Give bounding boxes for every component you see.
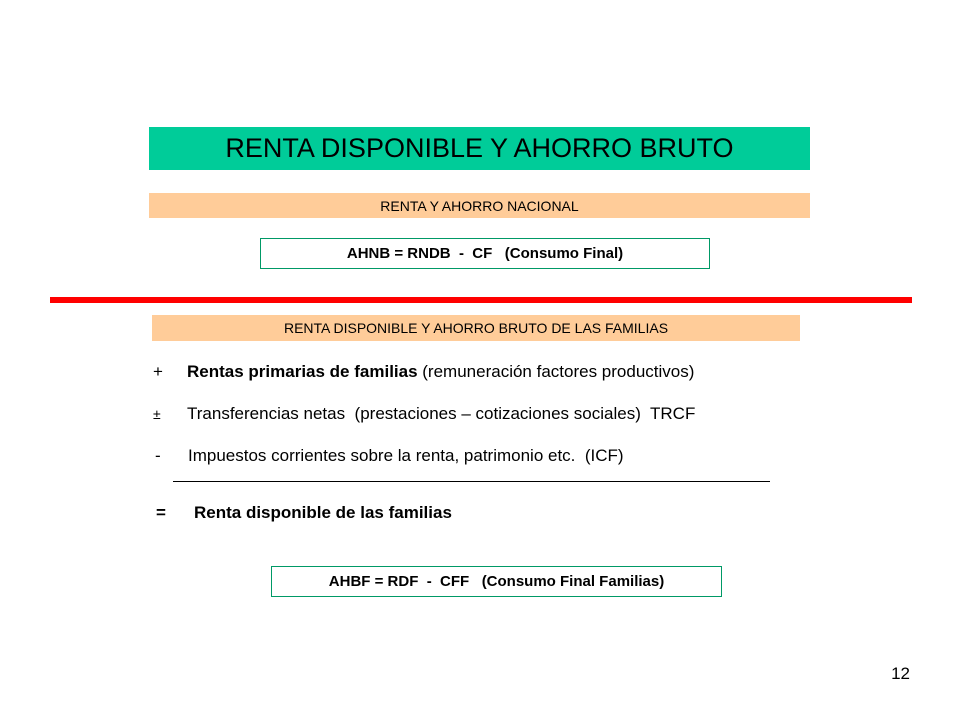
national-heading <box>149 193 810 218</box>
section-divider <box>50 297 912 303</box>
result-label: Renta disponible de las familias <box>194 503 452 522</box>
national-formula-box <box>260 238 710 269</box>
families-heading-text: RENTA DISPONIBLE Y AHORRO BRUTO DE LAS FAMILIAS <box>283 320 669 336</box>
families-formula-box <box>271 566 722 597</box>
income-item-label-detail: (remuneración factores productivos) <box>417 362 695 381</box>
families-formula-text: AHBF = RDF - CFF (Consumo Final Familias) <box>328 573 665 590</box>
sum-line <box>173 481 770 482</box>
slide-title-text: RENTA DISPONIBLE Y AHORRO BRUTO <box>225 133 734 163</box>
result-row <box>156 503 452 523</box>
income-item-label-bold: Rentas primarias de familias <box>187 362 418 381</box>
income-item-label-detail: Transferencias netas (prestaciones – cotizaciones sociales) TRCF <box>187 404 696 423</box>
income-item-primary <box>153 362 694 382</box>
equals-operator: = <box>156 503 166 522</box>
income-item-taxes <box>155 446 624 466</box>
national-heading-text: RENTA Y AHORRO NACIONAL <box>380 197 579 214</box>
slide-title <box>149 127 810 170</box>
page-number: 12 <box>891 664 910 683</box>
minus-operator: - <box>155 446 161 465</box>
national-formula-text: AHNB = RNDB - CF (Consumo Final) <box>346 245 624 262</box>
income-item-transfers <box>153 404 695 424</box>
income-item-label-detail: Impuestos corrientes sobre la renta, patrimonio etc. (ICF) <box>188 446 624 465</box>
plus-minus-operator: ± <box>153 406 161 422</box>
families-heading <box>152 315 800 341</box>
plus-operator: + <box>153 362 163 381</box>
